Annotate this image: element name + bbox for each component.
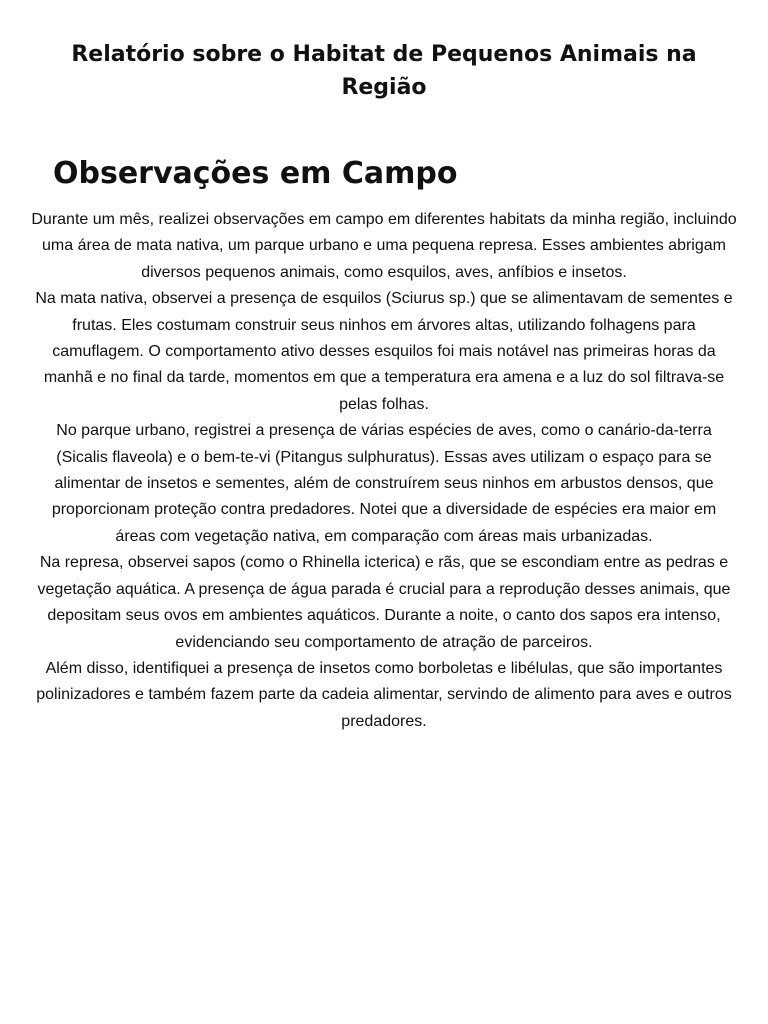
document-title: Relatório sobre o Habitat de Pequenos Animais na Região xyxy=(71,42,697,100)
paragraph-represa: Na represa, observei sapos (como o Rhinella icterica) e rãs, que se escondiam entre as pedras e vegetação aquática. A presença de água parada é crucial para a reprodução desses animais, que depositam seus ovos em ambientes aquáticos. Durante a noite, o canto dos sapos era intenso, evidenciando seu comportamento de atração de parceiros. xyxy=(37,554,731,651)
section-body xyxy=(30,207,738,735)
paragraph-insetos: Além disso, identifiquei a presença de insetos como borboletas e libélulas, que são importantes polinizadores e também fazem parte da cadeia alimentar, servindo de alimento para aves e outros predadores. xyxy=(36,659,732,730)
section-heading: Observações em Campo xyxy=(53,156,458,191)
paragraph-parque-urbano: No parque urbano, registrei a presença de várias espécies de aves, como o canário-da-terra (Sicalis flaveola) e o bem-te-vi (Pitangus sulphuratus). Essas aves utilizam o espaço para se alimentar de insetos e sementes, além de construírem seus ninhos em arbustos densos, que proporcionam proteção contra predadores. Notei que a diversidade de espécies era maior em áreas com vegetação nativa, em comparação com áreas mais urbanizadas. xyxy=(51,422,717,545)
paragraph-intro: Durante um mês, realizei observações em campo em diferentes habitats da minha região, incluindo uma área de mata nativa, um parque urbano e uma pequena represa. Esses ambientes abrigam diversos pequenos animais, como esquilos, aves, anfíbios e insetos. xyxy=(31,211,737,281)
paragraph-mata-nativa: Na mata nativa, observei a presença de esquilos (Sciurus sp.) que se alimentavam de sementes e frutas. Eles costumam construir seus ninhos em árvores altas, utilizando folhagens para camuflagem. O comportamento ativo desses esquilos foi mais notável nas primeiras horas da manhã e no final da tarde, momentos em que a temperatura era amena e a luz do sol filtrava-se pelas folhas. xyxy=(35,290,733,413)
